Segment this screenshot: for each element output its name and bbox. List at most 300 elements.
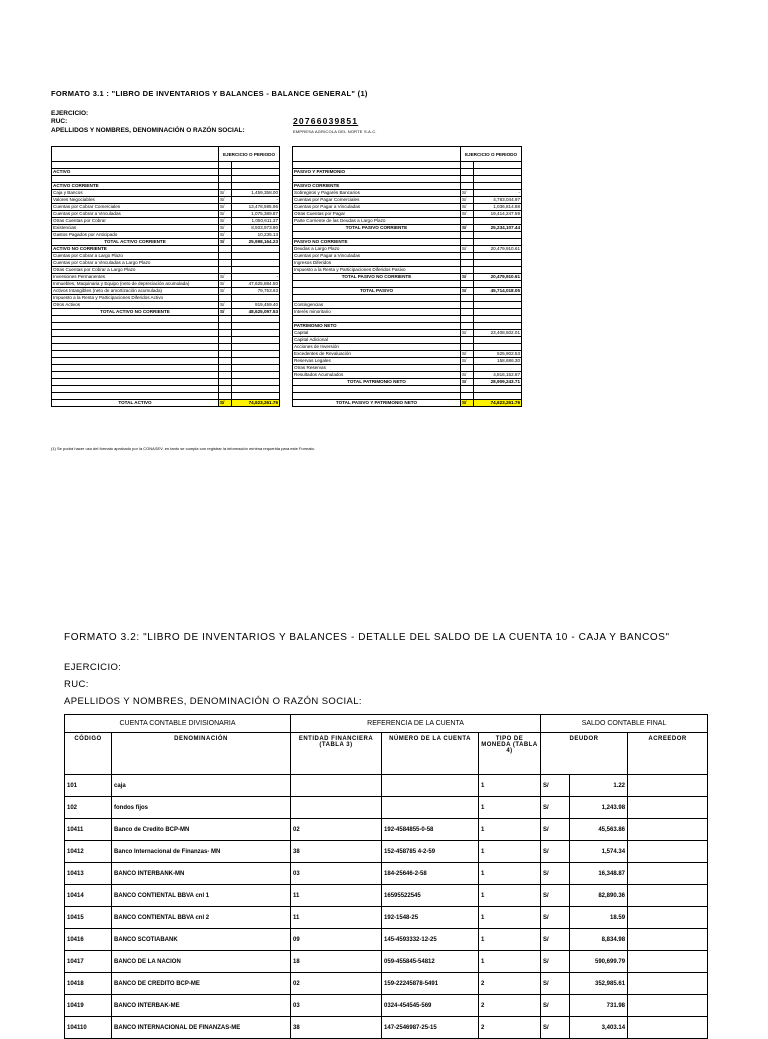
pasivo-value: 525,902.53	[474, 351, 522, 358]
detail-tipo-moneda: 1	[479, 907, 541, 929]
pasivo-currency	[461, 232, 474, 239]
detail-acreedor	[628, 973, 708, 995]
pasivo-label: Cuentas por Pagar a Vinculadas	[293, 204, 461, 211]
pasivo-value: 45,714,018.05	[474, 288, 522, 295]
pasivo-row	[293, 295, 522, 302]
pasivo-row	[293, 267, 522, 274]
activo-header-blank	[52, 147, 219, 162]
detail-acreedor	[628, 775, 708, 797]
activo-row	[52, 190, 280, 197]
detail-tipo-moneda: 1	[479, 819, 541, 841]
pasivo-row	[293, 288, 522, 295]
pasivo-value: 1,036,814.88	[474, 204, 522, 211]
detail-denominacion: Banco Internacional de Finanzas- MN	[112, 841, 291, 863]
pasivo-currency	[461, 316, 474, 323]
detail-numero-cuenta	[382, 775, 479, 797]
pasivo-currency: S/	[461, 351, 474, 358]
detail-entidad: 18	[291, 951, 382, 973]
detail-denominacion: caja	[112, 775, 291, 797]
activo-currency	[219, 260, 232, 267]
pasivo-row	[293, 393, 522, 400]
pasivo-currency	[461, 176, 474, 183]
pasivo-value	[474, 344, 522, 351]
header-denominacion: DENOMINACIÓN	[112, 733, 291, 775]
pasivo-value	[474, 176, 522, 183]
activo-currency	[219, 393, 232, 400]
detail-currency: S/	[541, 841, 570, 863]
detail-acreedor	[628, 995, 708, 1017]
f31-footnote: (1) Se podrá hacer uso del formato aprobado por la CONASEV, en tanto se cumpla con registrar la información mínima requerida para este Formato.	[51, 446, 315, 451]
pasivo-row	[293, 372, 522, 379]
pasivo-currency: S/	[461, 204, 474, 211]
f32-ejercicio-label: EJERCICIO:	[64, 662, 122, 673]
activo-label: Otras Cuentas por Cobrar a Largo Plazo	[52, 267, 219, 274]
activo-currency	[219, 351, 232, 358]
detail-currency: S/	[541, 775, 570, 797]
pasivo-value	[474, 162, 522, 169]
activo-label	[52, 393, 219, 400]
detail-acreedor	[628, 885, 708, 907]
detail-deudor: 1,243.98	[570, 797, 628, 819]
pasivo-currency: S/	[461, 288, 474, 295]
pasivo-currency	[461, 260, 474, 267]
detail-deudor: 82,890.36	[570, 885, 628, 907]
pasivo-label: Excedentes de Revaluación	[293, 351, 461, 358]
activo-period-header: EJERCICIO O PERIODO	[219, 147, 280, 162]
activo-currency: S/	[219, 225, 232, 232]
activo-value	[232, 358, 280, 365]
pasivo-label: TOTAL PASIVO	[293, 288, 461, 295]
detail-deudor: 45,563.86	[570, 819, 628, 841]
activo-currency: S/	[219, 302, 232, 309]
detail-row	[65, 907, 708, 929]
pasivo-currency	[461, 344, 474, 351]
detail-codigo: 104110	[65, 1017, 112, 1039]
detail-tipo-moneda: 1	[479, 841, 541, 863]
pasivo-label: PASIVO CORRIENTE	[293, 183, 461, 190]
detail-entidad: 03	[291, 863, 382, 885]
pasivo-value	[474, 316, 522, 323]
activo-row	[52, 351, 280, 358]
activo-row	[52, 372, 280, 379]
activo-row	[52, 309, 280, 316]
activo-value: 79,753.63	[232, 288, 280, 295]
pasivo-currency: S/	[461, 211, 474, 218]
activo-label: Cuentas por Cobrar a Vinculadas a Largo Plazo	[52, 260, 219, 267]
detail-entidad: 02	[291, 973, 382, 995]
pasivo-row	[293, 274, 522, 281]
activo-currency: S/	[219, 197, 232, 204]
detail-acreedor	[628, 929, 708, 951]
activo-currency	[219, 323, 232, 330]
detail-deudor: 18.59	[570, 907, 628, 929]
pasivo-label: Contingencias	[293, 302, 461, 309]
pasivo-value	[474, 260, 522, 267]
activo-row	[52, 365, 280, 372]
activo-currency	[219, 386, 232, 393]
activo-currency	[219, 330, 232, 337]
pasivo-value	[474, 281, 522, 288]
pasivo-row	[293, 232, 522, 239]
activo-currency: S/	[219, 288, 232, 295]
detail-tipo-moneda: 1	[479, 951, 541, 973]
activo-value: 1,459,358.00	[232, 190, 280, 197]
activo-currency	[219, 365, 232, 372]
activo-label	[52, 344, 219, 351]
pasivo-label: PASIVO Y PATRIMONIO	[293, 169, 461, 176]
pasivo-label	[293, 316, 461, 323]
activo-label: Gastos Pagados por Anticipado	[52, 232, 219, 239]
activo-currency	[219, 267, 232, 274]
f31-nombre-label: APELLIDOS Y NOMBRES, DENOMINACIÓN O RAZÓN SOCIAL:	[51, 127, 245, 134]
detail-row	[65, 1017, 708, 1039]
activo-value	[232, 169, 280, 176]
pasivo-value	[474, 302, 522, 309]
detail-currency: S/	[541, 863, 570, 885]
detail-denominacion: BANCO INTERBANK-MN	[112, 863, 291, 885]
pasivo-row	[293, 225, 522, 232]
activo-value: 1,075,389.87	[232, 211, 280, 218]
header-referencia: REFERENCIA DE LA CUENTA	[291, 715, 541, 733]
activo-row	[52, 176, 280, 183]
activo-row	[52, 281, 280, 288]
pasivo-row	[293, 253, 522, 260]
pasivo-label: TOTAL PATRIMONIO NETO	[293, 379, 461, 386]
activo-currency: S/	[219, 211, 232, 218]
activo-label	[52, 316, 219, 323]
pasivo-label: Impuesto a la Renta y Participaciones Diferidos Pasivo	[293, 267, 461, 274]
pasivo-row	[293, 323, 522, 330]
pasivo-row	[293, 400, 522, 407]
activo-currency	[219, 253, 232, 260]
activo-value: 1,050,611.37	[232, 218, 280, 225]
detail-tipo-moneda: 1	[479, 929, 541, 951]
pasivo-value	[474, 232, 522, 239]
detail-acreedor	[628, 1017, 708, 1039]
pasivo-currency: S/	[461, 358, 474, 365]
activo-value	[232, 379, 280, 386]
activo-currency: S/	[219, 274, 232, 281]
activo-row	[52, 225, 280, 232]
detail-row	[65, 951, 708, 973]
pasivo-currency	[461, 302, 474, 309]
detail-row	[65, 819, 708, 841]
activo-value: -	[232, 197, 280, 204]
pasivo-label: TOTAL PASIVO CORRIENTE	[293, 225, 461, 232]
detail-entidad: 11	[291, 907, 382, 929]
pasivo-label: Sobregiros y Pagarés Bancarios	[293, 190, 461, 197]
pasivo-label	[293, 295, 461, 302]
pasivo-value	[474, 323, 522, 330]
pasivo-currency: S/	[461, 379, 474, 386]
pasivo-currency: S/	[461, 225, 474, 232]
pasivo-value	[474, 337, 522, 344]
activo-row	[52, 358, 280, 365]
pasivo-value: 23,408,502.01	[474, 330, 522, 337]
pasivo-value	[474, 218, 522, 225]
activo-value	[232, 393, 280, 400]
activo-label: Caja y Bancos	[52, 190, 219, 197]
detail-numero-cuenta: 16595522545	[382, 885, 479, 907]
pasivo-row	[293, 351, 522, 358]
pasivo-row	[293, 260, 522, 267]
pasivo-label: Capital Adicional	[293, 337, 461, 344]
pasivo-row	[293, 162, 522, 169]
activo-value	[232, 372, 280, 379]
activo-value: 8,503,973.90	[232, 225, 280, 232]
pasivo-label	[293, 176, 461, 183]
detail-deudor: 16,348.87	[570, 863, 628, 885]
pasivo-value	[474, 393, 522, 400]
pasivo-value	[474, 267, 522, 274]
activo-currency: S/	[219, 400, 232, 407]
activo-value	[232, 246, 280, 253]
activo-row	[52, 393, 280, 400]
pasivo-currency	[461, 393, 474, 400]
detail-currency: S/	[541, 819, 570, 841]
pasivo-value	[474, 386, 522, 393]
detail-row	[65, 797, 708, 819]
pasivo-label: Interés minoritario	[293, 309, 461, 316]
detail-row	[65, 863, 708, 885]
activo-value	[232, 365, 280, 372]
pasivo-row	[293, 379, 522, 386]
activo-row	[52, 232, 280, 239]
activo-value	[232, 260, 280, 267]
f31-ejercicio-label: EJERCICIO:	[51, 110, 89, 117]
detail-denominacion: BANCO CONTIENTAL BBVA cnl 2	[112, 907, 291, 929]
activo-currency	[219, 246, 232, 253]
activo-row	[52, 169, 280, 176]
activo-label: Inmuebles, Maquinaria y Equipo (neto de depreciación acumulada)	[52, 281, 219, 288]
pasivo-currency	[461, 337, 474, 344]
pasivo-label: Parte Corriente de las Deudas a Largo Plazo	[293, 218, 461, 225]
activo-currency	[219, 295, 232, 302]
activo-currency: S/	[219, 239, 232, 246]
pasivo-row	[293, 218, 522, 225]
detail-codigo: 10412	[65, 841, 112, 863]
pasivo-currency: S/	[461, 246, 474, 253]
detail-numero-cuenta: 184-25646-2-58	[382, 863, 479, 885]
detail-row	[65, 995, 708, 1017]
detail-entidad	[291, 797, 382, 819]
detail-numero-cuenta: 192-4584855-0-58	[382, 819, 479, 841]
activo-value: 48,625,097.53	[232, 309, 280, 316]
activo-currency	[219, 344, 232, 351]
pasivo-label: Capital	[293, 330, 461, 337]
detail-numero-cuenta	[382, 797, 479, 819]
pasivo-currency: S/	[461, 330, 474, 337]
activo-row	[52, 162, 280, 169]
pasivo-row	[293, 365, 522, 372]
f32-title: FORMATO 3.2: "LIBRO DE INVENTARIOS Y BALANCES - DETALLE DEL SALDO DE LA CUENTA 10 - CAJA Y BANCOS"	[64, 632, 670, 643]
detail-codigo: 101	[65, 775, 112, 797]
detail-numero-cuenta: 159-22245878-5491	[382, 973, 479, 995]
activo-value	[232, 267, 280, 274]
detail-tipo-moneda: 1	[479, 885, 541, 907]
detail-numero-cuenta: 192-1548-25	[382, 907, 479, 929]
activo-row	[52, 253, 280, 260]
pasivo-label: Acciones de Inversión	[293, 344, 461, 351]
f31-company-name: EMPRESA AGRICOLA DEL NORTE S.A.C.	[293, 129, 377, 134]
pasivo-currency	[461, 162, 474, 169]
pasivo-value	[474, 365, 522, 372]
pasivo-period-header: EJERCICIO O PERIODO	[461, 147, 522, 162]
activo-currency: S/	[219, 232, 232, 239]
detail-tipo-moneda: 1	[479, 775, 541, 797]
activo-row	[52, 337, 280, 344]
pasivo-row	[293, 176, 522, 183]
caja-bancos-detail-table	[64, 714, 708, 1039]
activo-label: ACTIVO	[52, 169, 219, 176]
detail-currency: S/	[541, 907, 570, 929]
activo-value	[232, 351, 280, 358]
activo-label: Otros Activos	[52, 302, 219, 309]
pasivo-value: 74,623,261.76	[474, 400, 522, 407]
activo-label	[52, 358, 219, 365]
detail-denominacion: BANCO DE CREDITO BCP-ME	[112, 973, 291, 995]
detail-acreedor	[628, 797, 708, 819]
detail-tipo-moneda: 1	[479, 797, 541, 819]
detail-denominacion: BANCO DE LA NACION	[112, 951, 291, 973]
detail-tipo-moneda: 2	[479, 995, 541, 1017]
activo-value: -	[232, 274, 280, 281]
detail-codigo: 10416	[65, 929, 112, 951]
activo-currency	[219, 379, 232, 386]
pasivo-row	[293, 344, 522, 351]
detail-denominacion: BANCO SCOTIABANK	[112, 929, 291, 951]
pasivo-currency	[461, 386, 474, 393]
detail-numero-cuenta: 147-2546987-25-15	[382, 1017, 479, 1039]
detail-denominacion: fondos fijos	[112, 797, 291, 819]
header-cuenta-contable: CUENTA CONTABLE DIVISIONARIA	[65, 715, 291, 733]
activo-row	[52, 246, 280, 253]
pasivo-row	[293, 204, 522, 211]
activo-row	[52, 274, 280, 281]
header-saldo-final: SALDO CONTABLE FINAL	[541, 715, 708, 733]
detail-entidad: 03	[291, 995, 382, 1017]
pasivo-label: TOTAL PASIVO NO CORRIENTE	[293, 274, 461, 281]
activo-value	[232, 295, 280, 302]
pasivo-row	[293, 246, 522, 253]
activo-label	[52, 323, 219, 330]
pasivo-currency	[461, 323, 474, 330]
detail-deudor: 352,985.61	[570, 973, 628, 995]
f32-nombre-label: APELLIDOS Y NOMBRES, DENOMINACIÓN O RAZÓN SOCIAL:	[64, 696, 362, 707]
detail-denominacion: BANCO CONTIENTAL BBVA cnl 1	[112, 885, 291, 907]
detail-codigo: 102	[65, 797, 112, 819]
pasivo-header-blank	[293, 147, 461, 162]
pasivo-row	[293, 309, 522, 316]
activo-label	[52, 330, 219, 337]
activo-row	[52, 267, 280, 274]
activo-value: 919,459.40	[232, 302, 280, 309]
pasivo-value	[474, 183, 522, 190]
detail-currency: S/	[541, 885, 570, 907]
activo-row	[52, 302, 280, 309]
detail-acreedor	[628, 819, 708, 841]
detail-acreedor	[628, 907, 708, 929]
detail-row	[65, 885, 708, 907]
activo-row	[52, 344, 280, 351]
pasivo-value	[474, 169, 522, 176]
pasivo-label: PASIVO NO CORRIENTE	[293, 239, 461, 246]
activo-row	[52, 379, 280, 386]
activo-row	[52, 204, 280, 211]
activo-row	[52, 400, 280, 407]
activo-label: TOTAL ACTIVO CORRIENTE	[52, 239, 219, 246]
activo-label	[52, 386, 219, 393]
activo-row	[52, 218, 280, 225]
pasivo-currency: S/	[461, 400, 474, 407]
pasivo-value: 28,909,243.71	[474, 379, 522, 386]
activo-value	[232, 183, 280, 190]
pasivo-label: Cuentas por Pagar Comerciales	[293, 197, 461, 204]
pasivo-currency: S/	[461, 372, 474, 379]
activo-value: 13,478,595.96	[232, 204, 280, 211]
activo-currency	[219, 337, 232, 344]
detail-denominacion: BANCO INTERNACIONAL DE FINANZAS-ME	[112, 1017, 291, 1039]
detail-currency: S/	[541, 973, 570, 995]
activo-label: Impuesto a la Renta y Participaciones Diferidos Activo	[52, 295, 219, 302]
activo-label: TOTAL ACTIVO	[52, 400, 219, 407]
detail-tipo-moneda: 2	[479, 1017, 541, 1039]
activo-value	[232, 344, 280, 351]
pasivo-currency	[461, 218, 474, 225]
activo-row	[52, 260, 280, 267]
pasivo-value: -	[474, 190, 522, 197]
detail-row	[65, 973, 708, 995]
pasivo-table	[292, 146, 522, 407]
detail-entidad	[291, 775, 382, 797]
activo-row	[52, 316, 280, 323]
pasivo-value	[474, 239, 522, 246]
pasivo-value: 19,414,247.59	[474, 211, 522, 218]
pasivo-label: Otras Reservas	[293, 365, 461, 372]
activo-currency	[219, 162, 232, 169]
f31-ruc-value: 20766039851	[293, 116, 359, 126]
activo-currency	[219, 358, 232, 365]
pasivo-currency	[461, 169, 474, 176]
pasivo-value	[474, 253, 522, 260]
pasivo-currency: S/	[461, 190, 474, 197]
detail-tipo-moneda: 2	[479, 973, 541, 995]
pasivo-currency	[461, 239, 474, 246]
header-deudor: DEUDOR	[541, 733, 628, 775]
detail-currency: S/	[541, 797, 570, 819]
pasivo-value	[474, 295, 522, 302]
detail-currency: S/	[541, 995, 570, 1017]
activo-label	[52, 351, 219, 358]
pasivo-row	[293, 190, 522, 197]
f32-ruc-label: RUC:	[64, 679, 89, 690]
detail-denominacion: BANCO INTERBAK-ME	[112, 995, 291, 1017]
pasivo-currency	[461, 309, 474, 316]
activo-row	[52, 183, 280, 190]
detail-deudor: 3,403.14	[570, 1017, 628, 1039]
activo-value	[232, 323, 280, 330]
activo-value	[232, 176, 280, 183]
pasivo-row	[293, 197, 522, 204]
detail-codigo: 10419	[65, 995, 112, 1017]
pasivo-currency	[461, 253, 474, 260]
activo-row	[52, 330, 280, 337]
activo-label: ACTIVO CORRIENTE	[52, 183, 219, 190]
activo-row	[52, 239, 280, 246]
detail-acreedor	[628, 863, 708, 885]
pasivo-currency	[461, 365, 474, 372]
header-numero-cuenta: NÚMERO DE LA CUENTA	[382, 733, 479, 775]
